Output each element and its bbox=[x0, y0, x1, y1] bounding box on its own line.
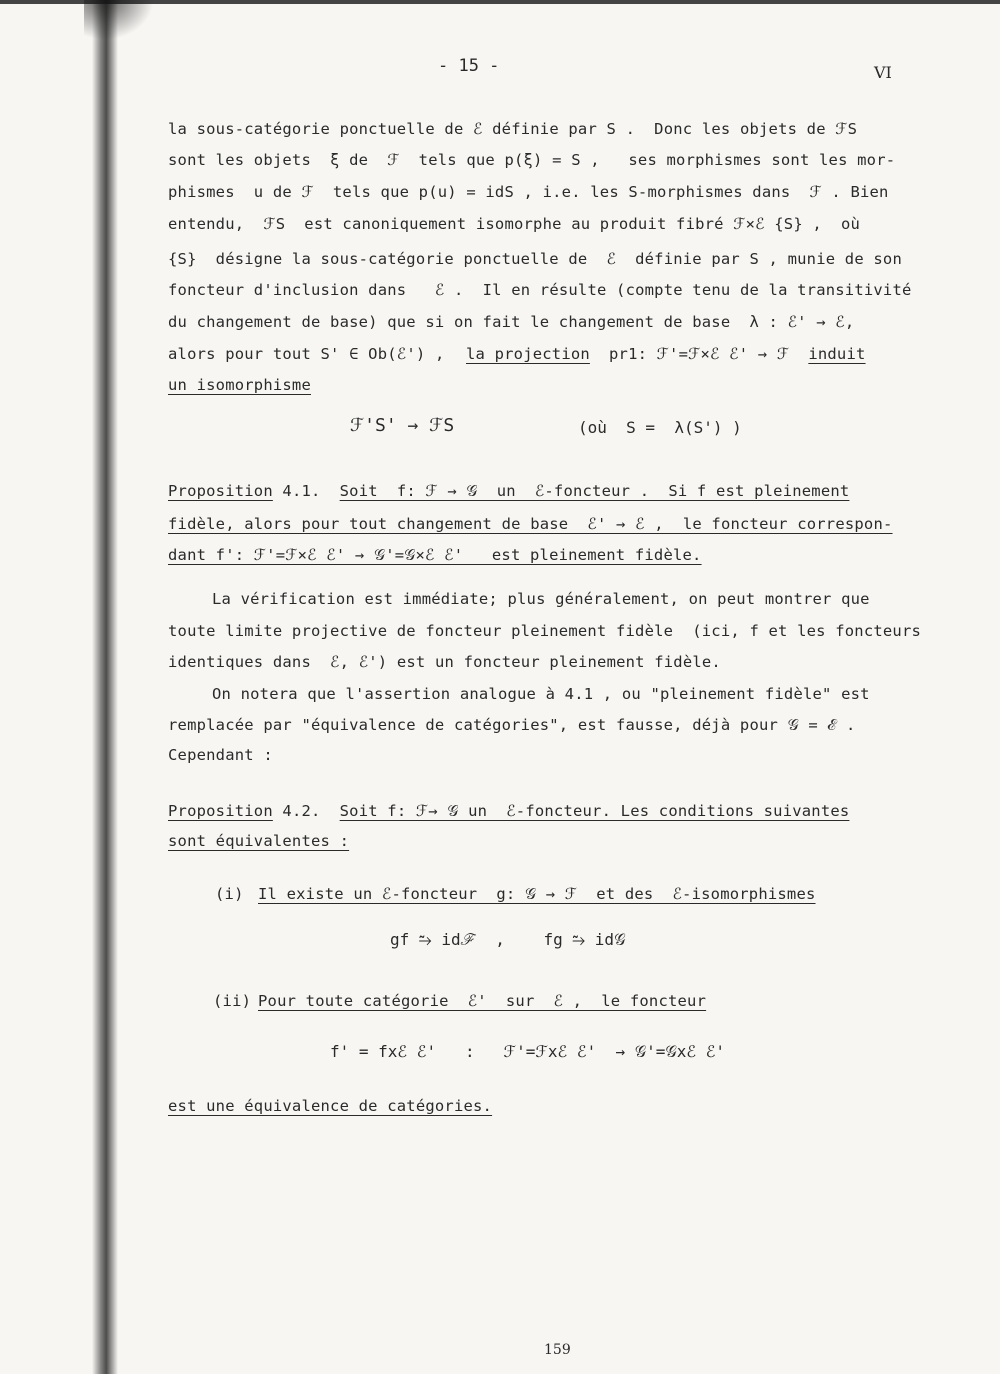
underlined-text: induit bbox=[808, 345, 866, 363]
iso-note: (où S = λ(S') ) bbox=[578, 418, 742, 437]
condition-text: Pour toute catégorie ℰ' sur ℰ , le foncteur bbox=[258, 992, 707, 1010]
proposition-4-2-line bbox=[168, 802, 849, 821]
proposition-text: Soit f: ℱ → 𝒢 un ℰ-foncteur . Si f est pleinement bbox=[339, 482, 850, 500]
text-line: du changement de base) que si on fait le changement de base λ : ℰ' → ℰ, bbox=[168, 313, 855, 331]
condition-formula: f' = fxℰ ℰ' : ℱ'=ℱxℰ ℰ' → 𝒢'=𝒢xℰ ℰ' bbox=[330, 1042, 726, 1061]
binding-shadow bbox=[92, 0, 118, 1374]
proposition-label: Proposition bbox=[168, 482, 273, 500]
condition-marker: (ii) bbox=[213, 992, 252, 1010]
text-line: la sous-catégorie ponctuelle de ℰ définie par S . Donc les objets de ℱS bbox=[168, 120, 858, 138]
text-line: foncteur d'inclusion dans ℰ . Il en résulte (compte tenu de la transitivité bbox=[168, 281, 912, 299]
text-line: {S} désigne la sous-catégorie ponctuelle de ℰ définie par S , munie de son bbox=[168, 250, 903, 268]
proposition-text: dant f': ℱ'=ℱ×ℰ ℰ' → 𝒢'=𝒢×ℰ ℰ' est pleinement fidèle. bbox=[168, 546, 702, 564]
condition-text: Il existe un ℰ-foncteur g: 𝒢 → ℱ et des ℰ-isomorphismes bbox=[258, 885, 816, 903]
text-line: alors pour tout S' ∈ Ob(ℰ') , bbox=[168, 345, 445, 363]
text-line: On notera que l'assertion analogue à 4.1 , ou "pleinement fidèle" est bbox=[212, 685, 870, 703]
text-line-tail bbox=[466, 345, 866, 363]
proposition-text: sont équivalentes : bbox=[168, 832, 350, 850]
text-line: entendu, ℱS est canoniquement isomorphe au produit fibré ℱ×ℰ {S} , où bbox=[168, 215, 861, 233]
binding-corner-shadow bbox=[84, 0, 154, 40]
proposition-text: fidèle, alors pour tout changement de base ℰ' → ℰ , le foncteur correspon- bbox=[168, 515, 893, 533]
text-line: toute limite projective de foncteur pleinement fidèle (ici, f et les foncteurs bbox=[168, 622, 922, 640]
underlined-text: la projection bbox=[466, 345, 590, 363]
text-line: La vérification est immédiate; plus généralement, on peut montrer que bbox=[212, 590, 870, 608]
text-line: identiques dans ℰ, ℰ') est un foncteur pleinement fidèle. bbox=[168, 653, 721, 671]
chapter-number: VI bbox=[874, 63, 892, 82]
underlined-text: un isomorphisme bbox=[168, 376, 311, 394]
condition-conclusion: est une équivalence de catégories. bbox=[168, 1097, 493, 1115]
proposition-number: 4.1. bbox=[282, 482, 321, 500]
proposition-number: 4.2. bbox=[282, 802, 321, 820]
text-line: Cependant : bbox=[168, 746, 273, 764]
condition-marker: (i) bbox=[215, 885, 244, 903]
projection-formula: pr1: ℱ'=ℱ×ℰ ℰ' → ℱ bbox=[609, 345, 790, 363]
text-line: phismes u de ℱ tels que p(u) = idS , i.e. les S-morphismes dans ℱ . Bien bbox=[168, 183, 889, 201]
condition-formula: gf ⥲ idℱ , fg ⥲ id𝒢 bbox=[390, 930, 626, 949]
iso-formula: ℱ'S' → ℱS bbox=[350, 415, 455, 436]
folio-number: 159 bbox=[544, 1342, 571, 1358]
proposition-4-1-line bbox=[168, 482, 849, 501]
page-marker: - 15 - bbox=[438, 56, 500, 76]
text-line: sont les objets ξ de ℱ tels que p(ξ) = S , ses morphismes sont les mor- bbox=[168, 151, 896, 169]
proposition-label: Proposition bbox=[168, 802, 273, 820]
text-line: remplacée par "équivalence de catégories", est fausse, déjà pour 𝒢 = ℰ . bbox=[168, 716, 856, 734]
proposition-text: Soit f: ℱ→ 𝒢 un ℰ-foncteur. Les conditions suivantes bbox=[339, 802, 850, 820]
